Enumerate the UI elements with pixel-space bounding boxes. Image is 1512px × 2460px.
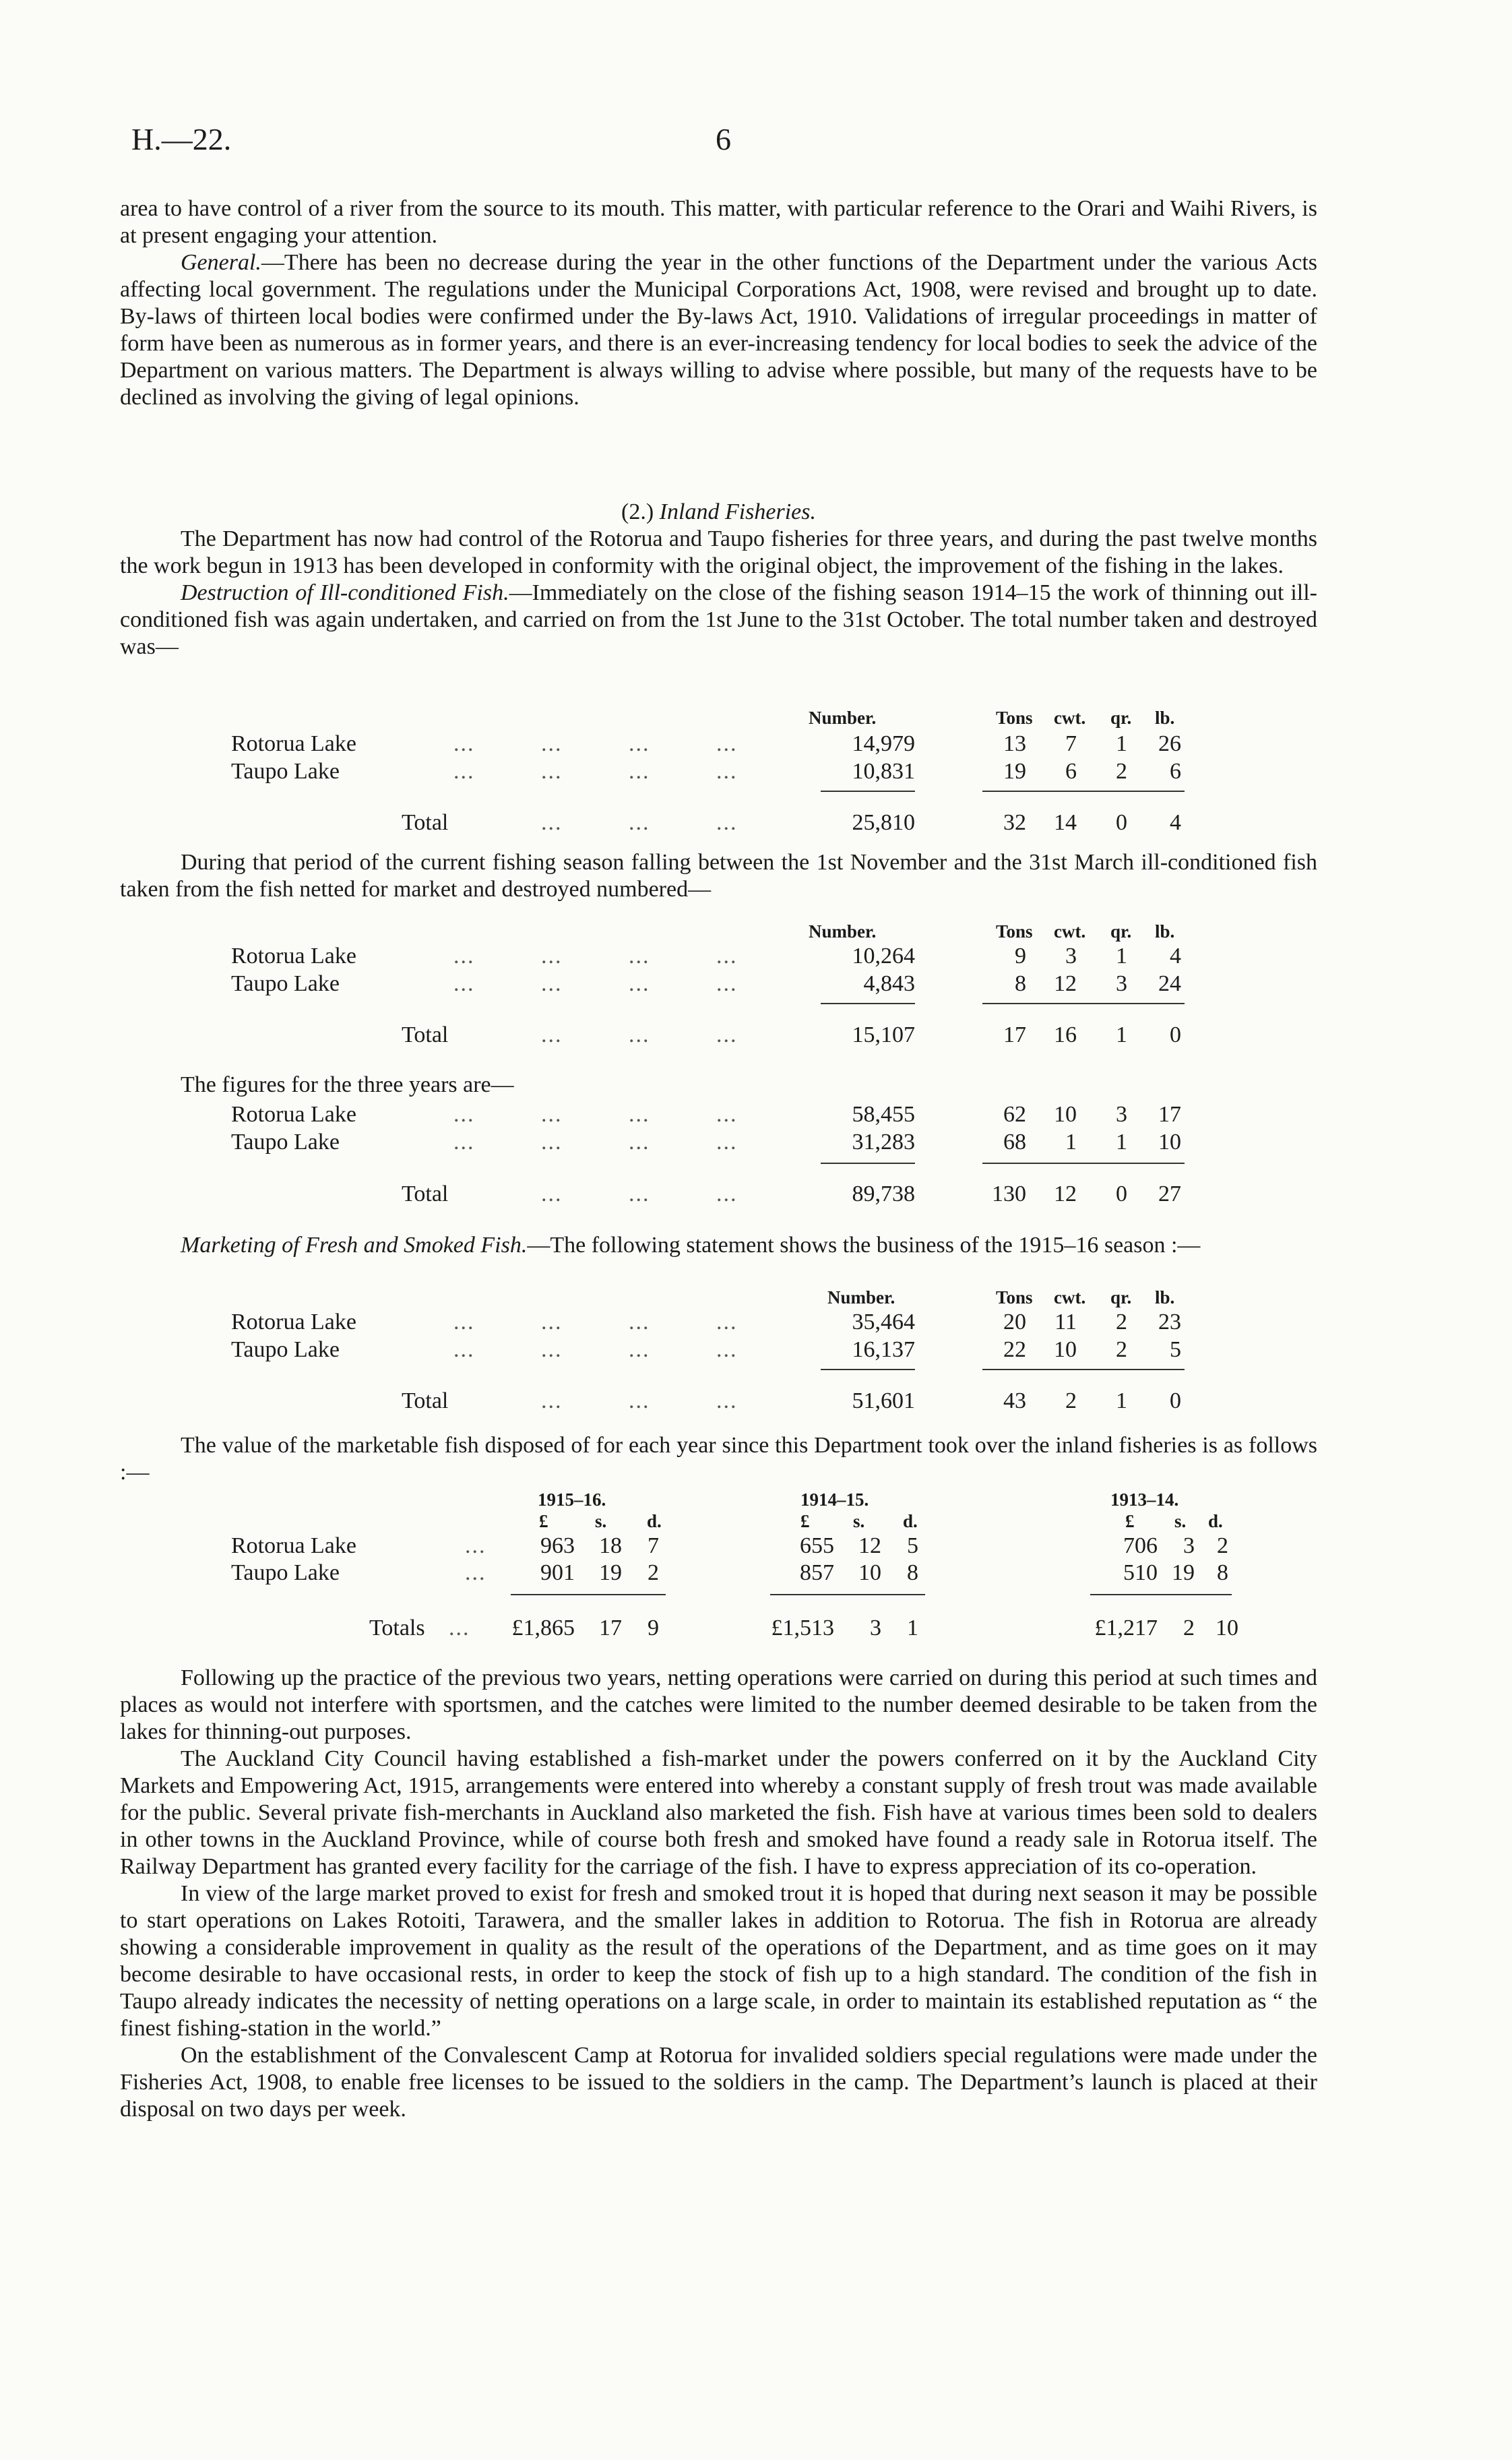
shilling-value: 12 bbox=[858, 1533, 881, 1558]
rule-line bbox=[1090, 1594, 1232, 1595]
pence-value: 2 bbox=[1217, 1533, 1228, 1558]
col-qr: qr. bbox=[1110, 921, 1132, 942]
leader-dots: ... bbox=[449, 1616, 470, 1640]
lake-name: Rotorua Lake bbox=[231, 944, 356, 968]
leader-dots: ... bbox=[629, 731, 650, 756]
pound-value: 510 bbox=[1123, 1560, 1158, 1585]
marketing-label: Marketing of Fresh and Smoked Fish. bbox=[181, 1233, 528, 1258]
number-value: 58,455 bbox=[852, 1102, 915, 1127]
leader-dots: ... bbox=[629, 1102, 650, 1127]
tons-value: 13 bbox=[1003, 731, 1026, 756]
unit-shilling: s. bbox=[1174, 1511, 1187, 1531]
closing-block bbox=[120, 1665, 1317, 2123]
lake-name: Taupo Lake bbox=[231, 1337, 340, 1362]
leader-dots: ... bbox=[716, 1181, 738, 1206]
year-header: 1914–15. bbox=[800, 1489, 869, 1510]
unit-pence: d. bbox=[1208, 1511, 1223, 1531]
tons-value: 20 bbox=[1003, 1310, 1026, 1334]
col-cwt: cwt. bbox=[1054, 921, 1086, 942]
netting-paragraph: Following up the practice of the previous two years, netting operations were carried on during this period at such times and places as would not interfere with sportsmen, and the catches were limited to the number deemed desirable to be taken from the lakes for thinning-out purposes. bbox=[120, 1665, 1317, 1744]
number-value: 14,979 bbox=[852, 731, 915, 756]
cwt-value: 10 bbox=[1054, 1102, 1077, 1127]
leader-dots: ... bbox=[716, 1310, 738, 1334]
number-value: 25,810 bbox=[852, 810, 915, 835]
cwt-value: 12 bbox=[1054, 971, 1077, 996]
tons-value: 8 bbox=[1015, 971, 1026, 996]
pound-value: £1,513 bbox=[771, 1616, 834, 1640]
tons-value: 17 bbox=[1003, 1022, 1026, 1047]
leader-dots: ... bbox=[465, 1560, 486, 1585]
lake-name: Rotorua Lake bbox=[231, 1310, 356, 1334]
shilling-value: 19 bbox=[1172, 1560, 1195, 1585]
intro-block bbox=[120, 195, 1317, 411]
leader-dots: ... bbox=[541, 731, 563, 756]
destruction-text: —Immediately on the close of the fishing season 1914–15 the work of thinning out ill-conditioned fish was again undertaken, and carried on from the 1st June to the 31st October. The total number taken and destroyed was— bbox=[120, 580, 1317, 659]
value-block bbox=[120, 1432, 1317, 1486]
marketing-paragraph bbox=[120, 1232, 1317, 1259]
shilling-value: 3 bbox=[870, 1616, 881, 1640]
leader-dots: ... bbox=[716, 1102, 738, 1127]
rule-line bbox=[821, 1369, 915, 1370]
leader-dots: ... bbox=[629, 759, 650, 784]
lake-name: Rotorua Lake bbox=[231, 1102, 356, 1127]
total-label: Total bbox=[402, 1388, 449, 1413]
cwt-value: 7 bbox=[1065, 731, 1077, 756]
pence-value: 9 bbox=[648, 1616, 659, 1640]
unit-pound: £ bbox=[1125, 1511, 1135, 1531]
unit-shilling: s. bbox=[853, 1511, 865, 1531]
leader-dots: ... bbox=[453, 1102, 475, 1127]
shilling-value: 18 bbox=[599, 1533, 622, 1558]
tons-value: 68 bbox=[1003, 1130, 1026, 1155]
tons-value: 22 bbox=[1003, 1337, 1026, 1362]
number-value: 89,738 bbox=[852, 1181, 915, 1206]
pound-value: 963 bbox=[540, 1533, 575, 1558]
col-lb: lb. bbox=[1155, 708, 1175, 728]
pound-value: 901 bbox=[540, 1560, 575, 1585]
lake-name: Taupo Lake bbox=[231, 1130, 340, 1155]
total-label: Total bbox=[402, 810, 449, 835]
tons-value: 62 bbox=[1003, 1102, 1026, 1127]
year-header: 1915–16. bbox=[538, 1489, 606, 1510]
lake-name: Taupo Lake bbox=[231, 971, 340, 996]
number-value: 10,831 bbox=[852, 759, 915, 784]
leader-dots: ... bbox=[541, 810, 563, 835]
col-tons: Tons bbox=[996, 921, 1033, 942]
cwt-value: 2 bbox=[1065, 1388, 1077, 1413]
lake-name: Rotorua Lake bbox=[231, 1533, 356, 1558]
lb-value: 24 bbox=[1158, 971, 1181, 996]
pence-value: 5 bbox=[907, 1533, 918, 1558]
shilling-value: 2 bbox=[1183, 1616, 1195, 1640]
col-number: Number. bbox=[827, 1287, 895, 1308]
qr-value: 3 bbox=[1116, 971, 1127, 996]
leader-dots: ... bbox=[453, 944, 475, 968]
cwt-value: 14 bbox=[1054, 810, 1077, 835]
document-code: H.—22. bbox=[131, 122, 232, 156]
leader-dots: ... bbox=[541, 1130, 563, 1155]
lb-value: 23 bbox=[1158, 1310, 1181, 1334]
leader-dots: ... bbox=[453, 1130, 475, 1155]
shilling-value: 17 bbox=[599, 1616, 622, 1640]
future-paragraph: In view of the large market proved to exist for fresh and smoked trout it is hoped that during next season it may be possible to start operations on Lakes Rotoiti, Tarawera, and the smaller lakes in addition to Rotorua. The fish in Rotorua are already showing a considerable improvement in quality as the result of the operations of the Department, and as time goes on it may become desirable to have occasional rests, in order to keep the stock of fish up to a high standard. The condition of the fish in Taupo already indicates the necessity of netting operations on a large scale, in order to maintain its established reputation as “ the finest fishing-station in the world.” bbox=[120, 1881, 1317, 2041]
lb-value: 0 bbox=[1170, 1388, 1181, 1413]
lb-value: 17 bbox=[1158, 1102, 1181, 1127]
general-text: —There has been no decrease during the year in the other functions of the Department under the various Acts affecting local government. The regulations under the Municipal Corporations Act, 1908, were revised and brought up to date. By-laws of thirteen local bodies were confirmed under the By-laws Act, 1910. Validations of irregular proceedings in matter of form have been as numerous as in former years, and there is an ever-increasing tendency for local bodies to seek the advice of the Department on various matters. The Department is always willing to advise where possible, but many of the requests have to be declined as involving the giving of legal opinions. bbox=[120, 250, 1317, 410]
col-lb: lb. bbox=[1155, 921, 1175, 942]
page-number: 6 bbox=[716, 122, 731, 156]
lake-name: Taupo Lake bbox=[231, 1560, 340, 1585]
pence-value: 2 bbox=[648, 1560, 659, 1585]
general-label: General. bbox=[181, 250, 261, 275]
value-intro: The value of the marketable fish disposed of for each year since this Department took over the inland fisheries is as follows :— bbox=[120, 1433, 1317, 1485]
unit-pence: d. bbox=[903, 1511, 918, 1531]
leader-dots: ... bbox=[629, 971, 650, 996]
marketing-block bbox=[120, 1232, 1317, 1259]
rule-line bbox=[982, 791, 1185, 792]
leader-dots: ... bbox=[629, 1181, 650, 1206]
qr-value: 1 bbox=[1116, 1130, 1127, 1155]
unit-shilling: s. bbox=[595, 1511, 607, 1531]
qr-value: 1 bbox=[1116, 731, 1127, 756]
control-paragraph: The Department has now had control of the Rotorua and Taupo fisheries for three years, and during the past twelve months the work begun in 1913 has been developed in conformity with the original object, the improvement of the fishing in the lakes. bbox=[120, 526, 1317, 578]
marketing-text: —The following statement shows the business of the 1915–16 season :— bbox=[527, 1233, 1201, 1258]
destruction-paragraph bbox=[120, 580, 1317, 660]
leader-dots: ... bbox=[453, 731, 475, 756]
lb-value: 4 bbox=[1170, 810, 1181, 835]
cwt-value: 11 bbox=[1054, 1310, 1077, 1334]
total-label: Total bbox=[402, 1181, 449, 1206]
leader-dots: ... bbox=[629, 1022, 650, 1047]
number-value: 15,107 bbox=[852, 1022, 915, 1047]
leader-dots: ... bbox=[541, 971, 563, 996]
tons-value: 9 bbox=[1015, 944, 1026, 968]
number-value: 16,137 bbox=[852, 1337, 915, 1362]
cwt-value: 6 bbox=[1065, 759, 1077, 784]
qr-value: 3 bbox=[1116, 1102, 1127, 1127]
leader-dots: ... bbox=[716, 1130, 738, 1155]
leader-dots: ... bbox=[629, 1130, 650, 1155]
tons-value: 19 bbox=[1003, 759, 1026, 784]
col-cwt: cwt. bbox=[1054, 1287, 1086, 1308]
unit-pound: £ bbox=[539, 1511, 548, 1531]
during-block bbox=[120, 849, 1317, 903]
number-value: 51,601 bbox=[852, 1388, 915, 1413]
rule-line bbox=[770, 1594, 925, 1595]
qr-value: 1 bbox=[1116, 944, 1127, 968]
qr-value: 0 bbox=[1116, 810, 1127, 835]
qr-value: 0 bbox=[1116, 1181, 1127, 1206]
shilling-value: 10 bbox=[858, 1560, 881, 1585]
tons-value: 32 bbox=[1003, 810, 1026, 835]
cwt-value: 1 bbox=[1065, 1130, 1077, 1155]
col-qr: qr. bbox=[1110, 708, 1132, 728]
rule-line bbox=[821, 791, 915, 792]
leader-dots: ... bbox=[453, 1310, 475, 1334]
lb-value: 0 bbox=[1170, 1022, 1181, 1047]
lb-value: 26 bbox=[1158, 731, 1181, 756]
unit-pence: d. bbox=[647, 1511, 662, 1531]
rule-line bbox=[982, 1163, 1185, 1164]
qr-value: 2 bbox=[1116, 759, 1127, 784]
rule-line bbox=[982, 1003, 1185, 1004]
col-lb: lb. bbox=[1155, 1287, 1175, 1308]
rule-line bbox=[821, 1003, 915, 1004]
leader-dots: ... bbox=[716, 731, 738, 756]
leader-dots: ... bbox=[716, 1388, 738, 1413]
leader-dots: ... bbox=[541, 1388, 563, 1413]
leader-dots: ... bbox=[716, 810, 738, 835]
unit-pound: £ bbox=[800, 1511, 810, 1531]
pence-value: 1 bbox=[907, 1616, 918, 1640]
leader-dots: ... bbox=[629, 1337, 650, 1362]
number-value: 10,264 bbox=[852, 944, 915, 968]
number-value: 31,283 bbox=[852, 1130, 915, 1155]
rule-line bbox=[821, 1163, 915, 1164]
pence-value: 8 bbox=[907, 1560, 918, 1585]
during-paragraph: During that period of the current fishing season falling between the 1st November and the 31st March ill-conditioned fish taken from the fish netted for market and destroyed numbered— bbox=[120, 850, 1317, 902]
intro-paragraph: area to have control of a river from the source to its mouth. This matter, with particular reference to the Orari and Waihi Rivers, is at present engaging your attention. bbox=[120, 196, 1317, 248]
col-tons: Tons bbox=[996, 1287, 1033, 1308]
leader-dots: ... bbox=[453, 759, 475, 784]
rule-line bbox=[511, 1594, 666, 1595]
cwt-value: 3 bbox=[1065, 944, 1077, 968]
leader-dots: ... bbox=[541, 1310, 563, 1334]
qr-value: 1 bbox=[1116, 1022, 1127, 1047]
leader-dots: ... bbox=[629, 1388, 650, 1413]
market-paragraph: The Auckland City Council having established a fish-market under the powers conferred on it by the Auckland City Markets and Empowering Act, 1915, arrangements were entered into whereby a constant supply of fresh trout was made available for the public. Several private fish-merchants in Auckland also marketed the fish. Fish have at various times been sold to dealers in other towns in the Auckland Province, while of course both fresh and smoked have found a ready sale in Rotorua itself. The Railway Department has granted every facility for the carriage of the fish. I have to express appreciation of its co-operation. bbox=[120, 1746, 1317, 1879]
leader-dots: ... bbox=[629, 1310, 650, 1334]
leader-dots: ... bbox=[541, 1102, 563, 1127]
section-number: (2.) bbox=[621, 499, 654, 524]
number-value: 4,843 bbox=[863, 971, 915, 996]
col-cwt: cwt. bbox=[1054, 708, 1086, 728]
total-label: Total bbox=[402, 1022, 449, 1047]
pence-value: 10 bbox=[1216, 1616, 1238, 1640]
pence-value: 7 bbox=[648, 1533, 659, 1558]
destruction-label: Destruction of Ill-conditioned Fish. bbox=[181, 580, 509, 605]
pound-value: £1,865 bbox=[511, 1616, 575, 1640]
pound-value: 655 bbox=[800, 1533, 834, 1558]
lake-name: Rotorua Lake bbox=[231, 731, 356, 756]
three-years-intro: The figures for the three years are— bbox=[181, 1072, 514, 1097]
totals-label: Totals bbox=[369, 1616, 425, 1640]
general-paragraph bbox=[120, 249, 1317, 411]
lb-value: 27 bbox=[1158, 1181, 1181, 1206]
cwt-value: 16 bbox=[1054, 1022, 1077, 1047]
leader-dots: ... bbox=[716, 1337, 738, 1362]
tons-value: 43 bbox=[1003, 1388, 1026, 1413]
lb-value: 4 bbox=[1170, 944, 1181, 968]
soldiers-paragraph: On the establishment of the Convalescent Camp at Rotorua for invalided soldiers special regulations were made under the Fisheries Act, 1908, to enable free licenses to be issued to the soldiers in the camp. The Department’s launch is placed at their disposal on two days per week. bbox=[120, 2043, 1317, 2122]
qr-value: 2 bbox=[1116, 1337, 1127, 1362]
lb-value: 6 bbox=[1170, 759, 1181, 784]
col-tons: Tons bbox=[996, 708, 1033, 728]
leader-dots: ... bbox=[629, 944, 650, 968]
pound-value: 857 bbox=[800, 1560, 834, 1585]
qr-value: 1 bbox=[1116, 1388, 1127, 1413]
section-title: Inland Fisheries. bbox=[659, 499, 816, 524]
leader-dots: ... bbox=[453, 1337, 475, 1362]
leader-dots: ... bbox=[716, 944, 738, 968]
pound-value: £1,217 bbox=[1094, 1616, 1158, 1640]
section-heading bbox=[120, 499, 1317, 526]
tons-value: 130 bbox=[992, 1181, 1026, 1206]
leader-dots: ... bbox=[465, 1533, 486, 1558]
leader-dots: ... bbox=[541, 1022, 563, 1047]
leader-dots: ... bbox=[541, 759, 563, 784]
leader-dots: ... bbox=[541, 944, 563, 968]
leader-dots: ... bbox=[716, 759, 738, 784]
rule-line bbox=[982, 1369, 1185, 1370]
leader-dots: ... bbox=[541, 1181, 563, 1206]
leader-dots: ... bbox=[716, 1022, 738, 1047]
pound-value: 706 bbox=[1123, 1533, 1158, 1558]
lb-value: 5 bbox=[1170, 1337, 1181, 1362]
leader-dots: ... bbox=[541, 1337, 563, 1362]
col-qr: qr. bbox=[1110, 1287, 1132, 1308]
lb-value: 10 bbox=[1158, 1130, 1181, 1155]
number-value: 35,464 bbox=[852, 1310, 915, 1334]
shilling-value: 3 bbox=[1183, 1533, 1195, 1558]
lake-name: Taupo Lake bbox=[231, 759, 340, 784]
col-number: Number. bbox=[809, 708, 877, 728]
leader-dots: ... bbox=[453, 971, 475, 996]
shilling-value: 19 bbox=[599, 1560, 622, 1585]
qr-value: 2 bbox=[1116, 1310, 1127, 1334]
leader-dots: ... bbox=[629, 810, 650, 835]
cwt-value: 10 bbox=[1054, 1337, 1077, 1362]
pence-value: 8 bbox=[1217, 1560, 1228, 1585]
cwt-value: 12 bbox=[1054, 1181, 1077, 1206]
col-number: Number. bbox=[809, 921, 877, 942]
three-years-block bbox=[120, 1072, 1317, 1099]
inland-fisheries-block bbox=[120, 499, 1317, 660]
leader-dots: ... bbox=[716, 971, 738, 996]
year-header: 1913–14. bbox=[1110, 1489, 1179, 1510]
